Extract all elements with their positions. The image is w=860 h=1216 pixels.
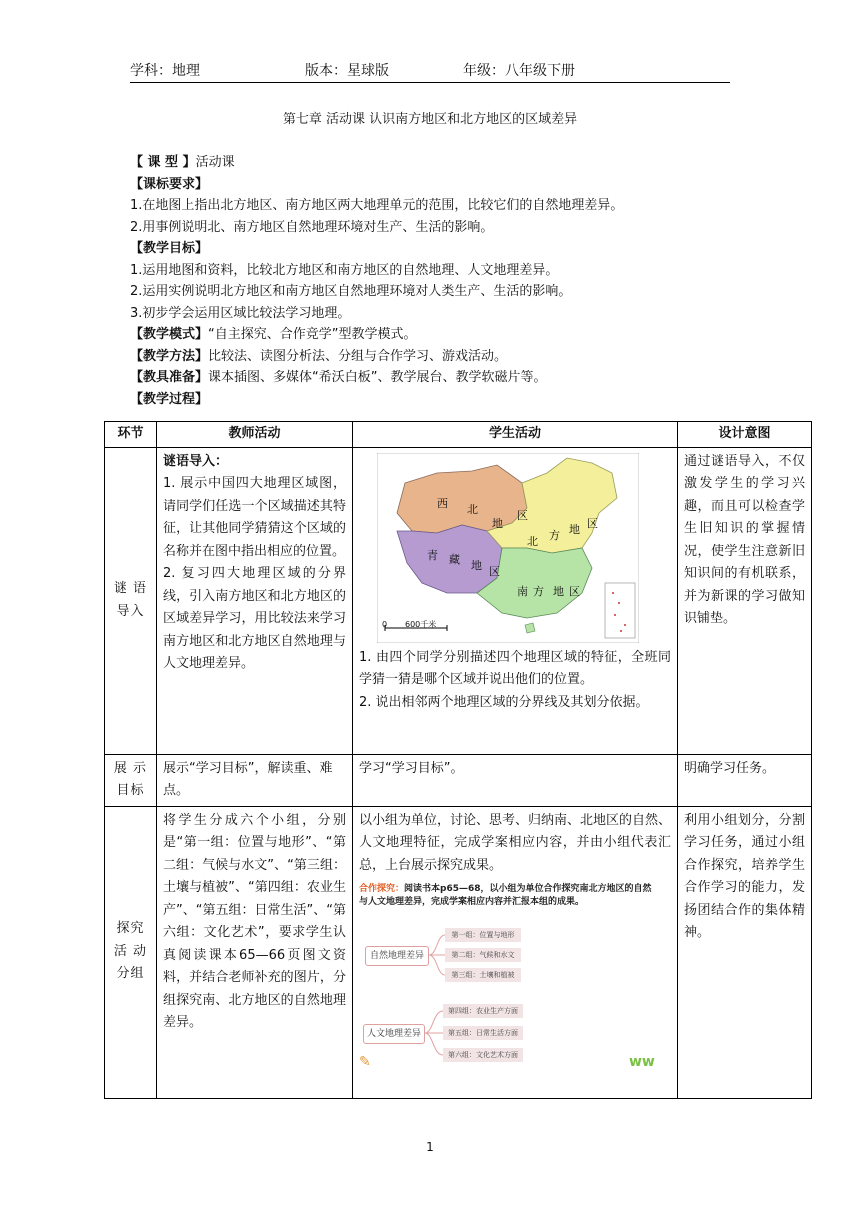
south-sea-inset xyxy=(605,583,635,638)
scale-zero: 0 xyxy=(382,619,388,629)
tools-line xyxy=(130,367,770,389)
map-label: 方 xyxy=(549,528,560,542)
mindmap-image xyxy=(359,883,659,1073)
grass-icon: ww xyxy=(629,1054,655,1070)
group-node: 第六组：文化艺术方面 xyxy=(443,1048,523,1062)
method-value: 比较法、读图分析法、分组与合作学习、游戏活动。 xyxy=(208,348,508,364)
map-label: 方 xyxy=(533,584,544,598)
natural-node: 自然地理差异 xyxy=(365,946,429,966)
teacher-cell: 展示“学习目标”，解读重、难点。 xyxy=(157,754,353,806)
student-cell xyxy=(353,806,678,1098)
map-label: 地 xyxy=(569,522,580,536)
student-cell xyxy=(353,447,678,754)
group-node: 第三组：土壤和植被 xyxy=(445,968,521,982)
student-text: 1. 由四个同学分别描述四个地理区域的特征，全班同学猜一猜是哪个区域并说出他们的位置。 2. 说出相邻两个地理区域的分界线及其划分依据。 xyxy=(359,649,671,710)
edition-label: 版本：星球版 xyxy=(305,63,389,79)
header-cell: 学生活动 xyxy=(353,422,678,448)
banner-text: 阅读书本p65—68，以小组为单位合作探究南北方地区的自然与人文地理差异，完成学案相应内容并汇报本组的成果。 xyxy=(359,884,652,907)
map-label: 藏 xyxy=(449,552,460,566)
mode-value: “自主探究、合作竞学”型教学模式。 xyxy=(208,327,417,342)
process-label: 【教学过程】 xyxy=(130,391,209,407)
teacher-text: 1. 展示中国四大地理区域图，请同学们任选一个区域描述其特征，让其他同学猜猜这个区域的名称并在图中指出相应的位置。 2. 复习四大地理区域的分界线，引入南方地区和北方地区的区域差异学习，用比较法来学习南方地区和北方地区自然地理与人文地理差异。 xyxy=(163,476,346,671)
doc-title: 第七章 活动课 认识南方地区和北方地区的区域差异 xyxy=(282,112,578,127)
map-label: 青 xyxy=(427,548,438,562)
goals-label: 【教学目标】 xyxy=(130,241,209,256)
process-table xyxy=(104,421,812,1099)
island-shape xyxy=(525,623,535,633)
mode-label: 【教学模式】 xyxy=(130,327,209,342)
header-cell: 设计意图 xyxy=(678,422,812,448)
section-cell: 谜 语 导入 xyxy=(105,447,157,754)
map-label: 区 xyxy=(569,584,580,598)
group-node: 第二组：气候和水文 xyxy=(445,948,521,962)
meta-block xyxy=(130,152,770,410)
teacher-title: 谜语导入： xyxy=(163,453,229,469)
table-row xyxy=(105,447,812,754)
type-value: 活动课 xyxy=(195,155,235,170)
section-cell: 展 示 目标 xyxy=(105,754,157,806)
subject-label: 学科：地理 xyxy=(130,63,200,79)
map-label: 南 xyxy=(517,584,528,598)
section-cell: 探究 活 动 分组 xyxy=(105,806,157,1098)
map-label: 地 xyxy=(492,516,503,530)
intent-cell: 通过谜语导入，不仅激发学生的学习兴趣，而且可以检查学生旧知识的掌握情况，使学生注意新旧知识间的有机联系，并为新课的学习做知识铺垫。 xyxy=(678,447,812,754)
method-line xyxy=(130,346,770,368)
table-header-row xyxy=(105,422,812,448)
tools-value: 课本插图、多媒体“希沃白板”、教学展台、教学软磁片等。 xyxy=(208,370,547,385)
human-node: 人文地理差异 xyxy=(363,1024,425,1044)
intent-cell: 明确学习任务。 xyxy=(678,754,812,806)
tools-label: 【教具准备】 xyxy=(130,370,209,385)
method-label: 【教学方法】 xyxy=(130,348,209,364)
table-row xyxy=(105,754,812,806)
map-label: 区 xyxy=(517,508,528,522)
standards-label: 【课标要求】 xyxy=(130,176,209,192)
pencil-icon: ✎ xyxy=(359,1054,371,1070)
teacher-cell xyxy=(157,447,353,754)
goal-item: 3.初步学会运用区域比较法学习地理。 xyxy=(130,305,351,321)
scale-label: 600千米 xyxy=(405,619,437,629)
map-label: 区 xyxy=(489,564,500,578)
student-cell: 学习“学习目标”。 xyxy=(353,754,678,806)
student-text: 以小组为单位，讨论、思考、归纳南、北地区的自然、人文地理特征，完成学案相应内容，并由小组代表汇总，上台展示探究成果。 xyxy=(359,812,672,873)
map-label: 北 xyxy=(527,534,538,548)
page-number: 1 xyxy=(426,1140,434,1154)
standard-item: 2.用事例说明北、南方地区自然地理环境对生产、生活的影响。 xyxy=(130,219,494,235)
page-header xyxy=(130,60,730,83)
table-row xyxy=(105,806,812,1098)
goal-item: 2.运用实例说明北方地区和南方地区自然地理环境对人类生产、生活的影响。 xyxy=(130,284,572,299)
map-label: 地 xyxy=(471,558,482,572)
map-label: 地 xyxy=(553,584,564,598)
intent-cell: 利用小组划分，分割学习任务，通过小组合作探究，培养学生合作学习的能力，发扬团结合作的集体精神。 xyxy=(678,806,812,1098)
map-label: 北 xyxy=(467,502,478,516)
banner-prefix: 合作探究： xyxy=(359,884,405,894)
grade-label: 年级：八年级下册 xyxy=(463,63,575,79)
group-node: 第四组：农业生产方面 xyxy=(443,1004,523,1018)
map-label: 西 xyxy=(437,496,448,510)
map-label: 区 xyxy=(587,516,598,530)
type-line xyxy=(130,152,770,174)
type-label: 【 课 型 】 xyxy=(130,155,196,170)
mode-line xyxy=(130,324,770,346)
china-regions-map xyxy=(377,453,639,643)
group-node: 第一组：位置与地形 xyxy=(445,928,521,942)
header-cell: 教师活动 xyxy=(157,422,353,448)
header-cell: 环节 xyxy=(105,422,157,448)
standard-item: 1.在地图上指出北方地区、南方地区两大地理单元的范围，比较它们的自然地理差异。 xyxy=(130,198,624,213)
goal-item: 1.运用地图和资料，比较北方地区和南方地区的自然地理、人文地理差异。 xyxy=(130,262,559,278)
teacher-cell: 将学生分成六个小组，分别是“第一组：位置与地形”、“第二组：气候与水文”、“第三组：土壤与植被”、“第四组：农业生产”、“第五组：日常生活”、“第六组：文化艺术”，要求学生认真阅读课本65—66页图文资料，并结合老师补充的图片，分组探究南、北方地区的自然地理差异。 xyxy=(157,806,353,1098)
group-node: 第五组：日常生活方面 xyxy=(443,1026,523,1040)
